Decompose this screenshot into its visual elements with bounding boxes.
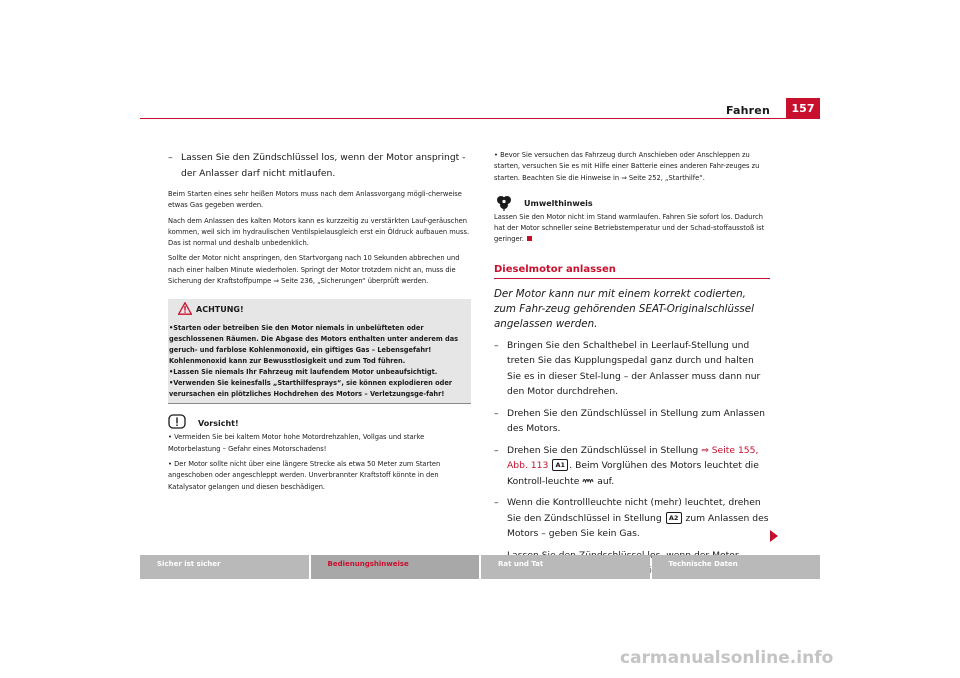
- step-1: – Bringen Sie den Schalthebel in Leerlauf-Stellung und treten Sie das Kupplungspedal ganz durch und halten Sie es in dieser Stel-lung – der Anlasser muss dann nur den Motor durchdrehen.: [494, 339, 761, 398]
- section-heading: Dieselmotor anlassen: [494, 264, 770, 279]
- warning-item: •Verwenden Sie keinesfalls „Starthilfesprays“, sie können explodieren oder verursachen ein plötzliches Hochdrehen des Motors – Verletzungsge-fahr!: [169, 379, 453, 399]
- caution-header: [168, 414, 471, 432]
- warning-item: •Starten oder betreiben Sie den Motor niemals in unbelüfteten oder geschlossenen Räumen. Die Abgase des Motors enthalten unter anderem das geruch- und farblose Kohlenmonoxid, ein giftiges Gas – Lebensgefahr! Kohlenmonoxid kann zur Bewusstlosigkeit und zum Tod führen.: [169, 324, 459, 366]
- right-column: [494, 150, 770, 579]
- section-lead: Der Motor kann nur mit einem korrekt codierten, zum Fahr-zeug gehörenden SEAT-Originalschlüssel angelassen werden.: [494, 287, 754, 330]
- page-number: 157: [786, 98, 820, 118]
- step-release-key: [168, 150, 471, 181]
- footer-nav: [140, 555, 820, 579]
- environment-text: Lassen Sie den Motor nicht im Stand warmlaufen. Fahren Sie sofort los. Dadurch hat der Motor schneller seine Betriebstemperatur und der Schad-stoffausstoß ist geringer.: [494, 212, 765, 244]
- environment-header: [494, 194, 770, 212]
- paragraph-cold-engine: Nach dem Anlassen des kalten Motors kann es kurzzeitig zu verstärkten Lauf-geräuschen kommen, weil sich im hydraulischen Ventilspielausgleich erst ein Öldruck aufbauen muss. Das ist normal und deshalb unbedenklich.: [168, 216, 470, 248]
- paragraph-no-start: Sollte der Motor nicht anspringen, den Startvorgang nach 10 Sekunden abbrechen und nach einer halben Minute wiederholen. Springt der Motor trotzdem nicht an, muss die Sicherung der Kraftstoffpumpe ⇒ Seite 236, „Sicherungen“ überprüft werden.: [168, 254, 460, 286]
- environment-leaf-icon: [494, 194, 514, 220]
- paragraph-hot-engine: Beim Starten eines sehr heißen Motors muss nach dem Anlassvorgang mögli-cherweise etwas Gas gegeben werden.: [168, 190, 462, 210]
- caution-item: • Vermeiden Sie bei kaltem Motor hohe Motordrehzahlen, Vollgas und starke Motorbelastung – Gefahr eines Motorschadens!: [168, 433, 425, 453]
- bullet-jumpstart: • Bevor Sie versuchen das Fahrzeug durch Anschieben oder Anschleppen zu starten, versuchen Sie es mit Hilfe einer Batterie eines anderen Fahr-zeuges zu starten. Beachten Sie die Hinweise in ⇒ Seite 252, „Starthilfe“.: [494, 151, 760, 182]
- environment-title: Umwelthinweis: [524, 198, 593, 208]
- end-marker-icon: [527, 236, 532, 241]
- warning-box: [168, 299, 471, 404]
- footer-tab-advice[interactable]: Rat und Tat: [481, 555, 650, 579]
- caution-title: Vorsicht!: [198, 419, 239, 429]
- caution-item: • Der Motor sollte nicht über eine längere Strecke als etwa 50 Meter zum Starten angeschoben oder angeschleppt werden. Unverbrannter Kraftstoff könnte in den Katalysator gelangen und diesen beschädigen.: [168, 459, 441, 491]
- step-4: – Wenn die Kontrollleuchte nicht (mehr) leuchtet, drehen Sie den Zündschlüssel in Stellung A2 zum Anlassen des Motors – geben Sie kein Gas.: [494, 497, 769, 540]
- warning-title: ACHTUNG!: [196, 305, 244, 315]
- position-badge: A1: [552, 459, 568, 471]
- caution-icon: [168, 414, 186, 438]
- left-column: [168, 150, 471, 493]
- footer-tab-safety[interactable]: Sicher ist sicher: [140, 555, 309, 579]
- header-rule: [140, 118, 820, 119]
- footer-tab-operation[interactable]: Bedienungshinweise: [311, 555, 480, 579]
- warning-header: [168, 299, 471, 323]
- continue-arrow-icon[interactable]: [770, 530, 778, 542]
- warning-item: •Lassen Sie niemals Ihr Fahrzeug mit laufendem Motor unbeaufsichtigt.: [169, 368, 438, 377]
- watermark: carmanualsonline.info: [620, 648, 834, 668]
- dash: –: [168, 152, 173, 163]
- step-2: – Drehen Sie den Zündschlüssel in Stellung zum Anlassen des Motors.: [494, 407, 765, 435]
- step-text: Lassen Sie den Zündschlüssel los, wenn der Motor anspringt - der Anlasser darf nicht mitlaufen.: [181, 152, 466, 179]
- glow-plug-icon: [582, 476, 594, 487]
- warning-triangle-icon: [178, 302, 192, 317]
- page-reference-link[interactable]: ⇒ Seite 155, Abb. 113: [507, 444, 759, 472]
- running-header: Fahren: [725, 104, 770, 117]
- footer-tab-technical[interactable]: Technische Daten: [652, 555, 821, 579]
- step-3: – Drehen Sie den Zündschlüssel in Stellung ⇒ Seite 155, Abb. 113 A1 . Beim Vorglühen des Motors leuchtet die Kontroll-leuchte auf.: [494, 444, 759, 487]
- position-badge: A2: [666, 512, 682, 524]
